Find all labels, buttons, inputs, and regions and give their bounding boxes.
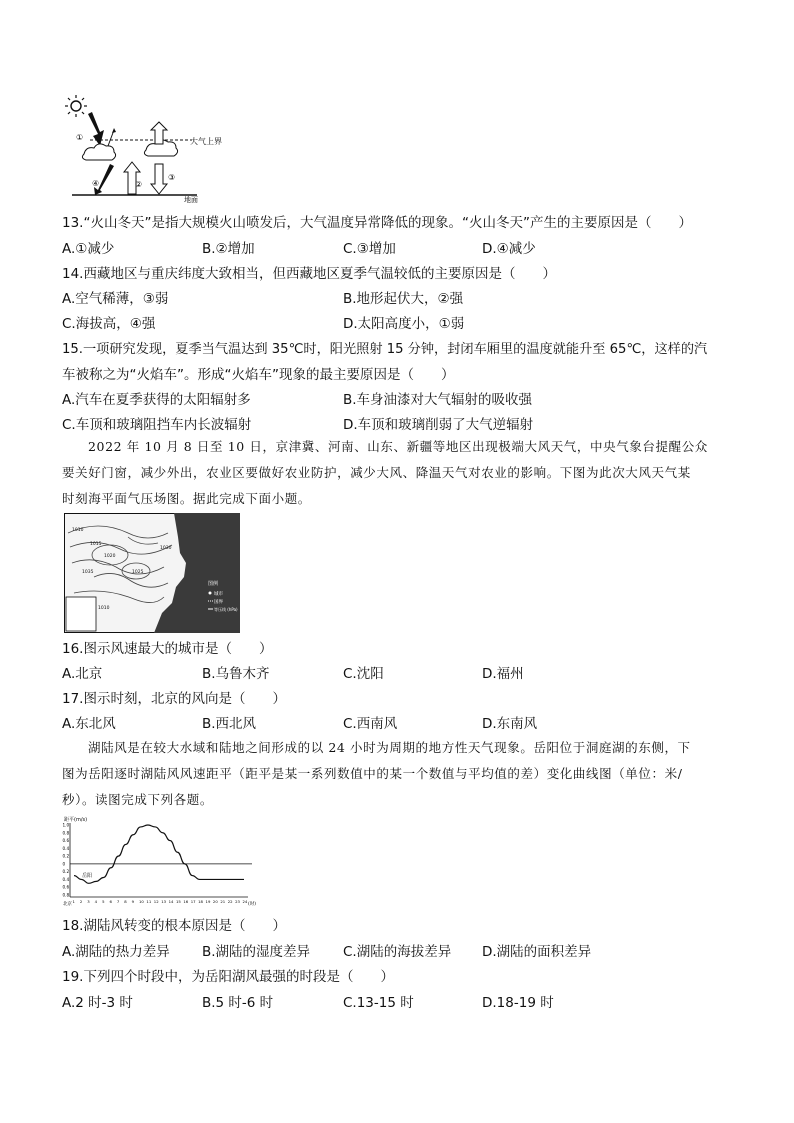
passage2-line2: 图为岳阳逐时湖陆风风速距平（距平是某一系列数值中的某一个数值与平均值的差）变化曲线图（单位：米/ (62, 766, 683, 781)
q19-stem: 19.下列四个时段中，为岳阳湖风最强的时段是（ ） (62, 969, 394, 985)
chart-xtick-label: 7 (116, 899, 120, 904)
q13-option-b[interactable]: B.②增加 (202, 241, 255, 257)
q17-option-a[interactable]: A.东北风 (62, 716, 116, 732)
q19-option-d[interactable]: D.18-19 时 (482, 995, 554, 1011)
chart-xtick-label: 2 (79, 899, 83, 904)
isobar-label: 1015 (90, 542, 102, 547)
wind-anomaly-chart (62, 815, 262, 907)
chart-xtick-label: 22 (227, 899, 233, 904)
chart-xtick-label: 17 (190, 899, 196, 904)
q17-option-d[interactable]: D.东南风 (482, 716, 538, 732)
chart-xtick-label: 13 (161, 899, 167, 904)
chart-xtick-label: 15 (175, 899, 181, 904)
q18-stem: 18.湖陆风转变的根本原因是（ ） (62, 918, 286, 934)
q17-stem: 17.图示时刻，北京的风向是（ ） (62, 691, 286, 707)
isobar-label: 1035 (82, 570, 94, 575)
q14-option-a[interactable]: A.空气稀薄，③弱 (62, 291, 169, 307)
chart-ytick-label: 0.8 (62, 892, 70, 898)
chart-xtick-label: 21 (220, 899, 226, 904)
q15-stem-line2: 车被称之为“火焰车”。形成“火焰车”现象的最主要原因是（ ） (62, 367, 455, 383)
marker-2: ② (135, 180, 143, 189)
q15-stem-line1: 15.一项研究发现，夏季当气温达到 35℃时，阳光照射 15 分钟，封闭车厢里的温度就能升至 65℃，这样的汽 (62, 342, 708, 357)
isobar-label: 1010 (98, 606, 110, 611)
map-legend-city: 城市 (214, 592, 223, 597)
chart-ytick-label: 0.6 (62, 884, 70, 890)
chart-ylabel: 距平(m/s) (64, 817, 88, 823)
marker-1: ① (76, 133, 84, 142)
chart-ytick-label: 1.0 (62, 822, 70, 828)
chart-station-label: 岳阳 (82, 873, 93, 879)
q13-option-d[interactable]: D.④减少 (482, 241, 536, 257)
chart-ytick-label: 0.8 (62, 830, 70, 836)
pressure-map (64, 513, 240, 633)
chart-ytick-label: 0.2 (62, 869, 70, 875)
chart-xtick-label: 14 (168, 899, 174, 904)
passage2-line1: 湖陆风是在较大水域和陆地之间形成的以 24 小时为周期的地方性天气现象。岳阳位于洞庭湖的东侧，下 (88, 740, 691, 755)
q19-option-c[interactable]: C.13-15 时 (343, 995, 414, 1011)
chart-ytick-label: 0.4 (62, 876, 70, 882)
q15-option-d[interactable]: D.车顶和玻璃削弱了大气逆辐射 (343, 417, 534, 433)
isobar-label: 1020 (104, 554, 116, 559)
marker-4: ④ (92, 179, 100, 188)
q16-option-a[interactable]: A.北京 (62, 666, 103, 682)
isobar-label: 1025 (132, 570, 144, 575)
q15-option-a[interactable]: A.汽车在夏季获得的太阳辐射多 (62, 392, 251, 408)
chart-xtick-label: 12 (153, 899, 159, 904)
q14-option-d[interactable]: D.太阳高度小，①弱 (343, 316, 465, 332)
q14-option-b[interactable]: B.地形起伏大，②强 (343, 291, 464, 307)
atmos-top-label: 大气上界 (190, 137, 222, 146)
q18-option-b[interactable]: B.湖陆的湿度差异 (202, 944, 311, 960)
ground-label: 地面 (184, 196, 198, 204)
q16-option-b[interactable]: B.乌鲁木齐 (202, 666, 270, 682)
q13-option-c[interactable]: C.③增加 (343, 241, 396, 257)
chart-ytick-label: 0.4 (62, 845, 70, 851)
chart-xtick-label: 1 (72, 899, 75, 904)
q17-option-b[interactable]: B.西北风 (202, 716, 257, 732)
chart-xtick-label: 19 (205, 899, 211, 904)
map-legend-title: 图例 (208, 581, 219, 587)
map-legend-isobar: 等压线 (hPa) (214, 607, 238, 612)
isobar-label: 1010 (72, 528, 84, 533)
chart-xlabel: (时) (248, 902, 257, 907)
chart-xtick-label: 9 (131, 899, 135, 904)
q18-option-d[interactable]: D.湖陆的面积差异 (482, 944, 592, 960)
chart-xtick-label: 16 (183, 899, 189, 904)
marker-3: ③ (168, 173, 176, 182)
q17-option-c[interactable]: C.西南风 (343, 716, 398, 732)
q18-option-c[interactable]: C.湖陆的海拔差异 (343, 944, 452, 960)
chart-xtick-label: 10 (139, 899, 144, 904)
chart-xtick-label: 23 (235, 899, 240, 904)
sun-icon (65, 95, 87, 117)
map-legend-border: 国界 (214, 600, 223, 605)
passage2-line3: 秒）。读图完成下列各题。 (62, 792, 213, 807)
q16-option-d[interactable]: D.福州 (482, 666, 524, 682)
chart-xtick-label: 3 (87, 899, 90, 904)
chart-ytick-label: 0 (62, 861, 66, 867)
chart-xtick-label: 8 (124, 899, 127, 904)
passage1-line3: 时刻海平面气压场图。据此完成下面小题。 (62, 491, 311, 506)
passage1-line2: 要关好门窗，减少外出，农业区要做好农业防护，减少大风、降温天气对农业的影响。下图为此次大风天气某 (62, 465, 691, 480)
passage-wind-event (62, 434, 742, 512)
q19-option-a[interactable]: A.2 时-3 时 (62, 995, 133, 1011)
q13-option-a[interactable]: A.①减少 (62, 241, 115, 257)
chart-xtick-label: 6 (109, 899, 112, 904)
q18-option-a[interactable]: A.湖陆的热力差异 (62, 944, 170, 960)
chart-xtick-label: 5 (102, 899, 105, 904)
chart-xtick-label: 20 (212, 899, 218, 904)
q16-option-c[interactable]: C.沈阳 (343, 666, 384, 682)
q16-stem: 16.图示风速最大的城市是（ ） (62, 641, 273, 657)
chart-xtick-label: 11 (146, 899, 152, 904)
q14-stem: 14.西藏地区与重庆纬度大致相当，但西藏地区夏季气温较低的主要原因是（ ） (62, 266, 556, 282)
q13-stem: 13.“火山冬天”是指大规模火山喷发后，大气温度异常降低的现象。“火山冬天”产生的主要原因是（ ） (62, 215, 692, 231)
chart-x-start-label: 北京 (63, 902, 72, 907)
q19-option-b[interactable]: B.5 时-6 时 (202, 995, 274, 1011)
q15-option-b[interactable]: B.车身油漆对大气辐射的吸收强 (343, 392, 533, 408)
chart-xtick-label: 4 (94, 899, 98, 904)
q14-option-c[interactable]: C.海拔高，④强 (62, 316, 156, 332)
passage-lake-land-breeze (62, 735, 742, 813)
chart-xtick-label: 24 (242, 899, 248, 904)
isobar-label: 1030 (160, 546, 172, 551)
radiation-diagram (62, 94, 242, 204)
q15-option-c[interactable]: C.车顶和玻璃阻挡车内长波辐射 (62, 417, 252, 433)
chart-series-line (74, 825, 244, 883)
chart-ytick-label: 0.2 (62, 853, 70, 859)
chart-ytick-label: 0.6 (62, 838, 70, 844)
chart-xtick-label: 18 (198, 899, 203, 904)
passage1-line1: 2022 年 10 月 8 日至 10 日，京津冀、河南、山东、新疆等地区出现极端大风天气，中央气象台提醒公众 (88, 439, 708, 454)
